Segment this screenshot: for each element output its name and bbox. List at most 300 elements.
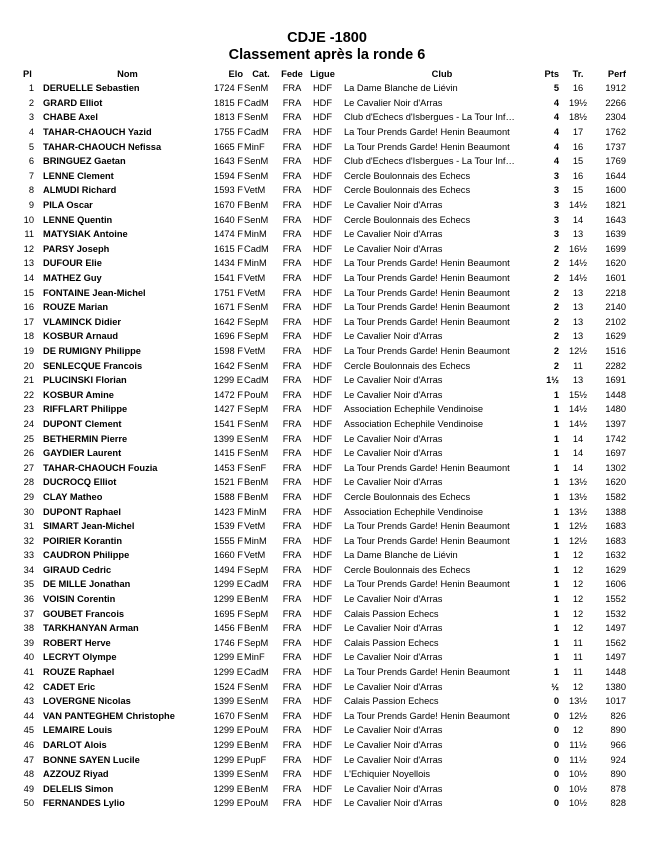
- cell-tiebreak: 16½: [568, 243, 588, 254]
- cell-rank: 40: [23, 652, 34, 663]
- cell-name: DUFOUR Elie: [43, 258, 102, 269]
- cell-club: La Tour Prends Garde! Henin Beaumont: [344, 345, 510, 356]
- cell-league: HDF: [312, 637, 333, 648]
- cell-tiebreak: 13½: [568, 506, 588, 517]
- cell-league: HDF: [312, 506, 333, 517]
- cell-name: LEMAIRE Louis: [43, 725, 113, 736]
- cell-rank: 26: [23, 448, 34, 459]
- table-row: [20, 154, 634, 169]
- cell-league: HDF: [312, 185, 333, 196]
- table-row: [20, 285, 634, 300]
- cell-federation: FRA: [282, 302, 302, 313]
- cell-name: DE MILLE Jonathan: [43, 579, 131, 590]
- cell-points: 0: [553, 754, 559, 765]
- cell-performance: 890: [610, 769, 626, 780]
- cell-federation: FRA: [282, 418, 302, 429]
- cell-points: 2: [553, 331, 559, 342]
- cell-rank: 21: [23, 375, 34, 386]
- cell-performance: 1562: [605, 637, 626, 648]
- cell-tiebreak: 12½: [568, 521, 588, 532]
- table-row: [20, 796, 634, 811]
- cell-federation: FRA: [282, 623, 302, 634]
- cell-points: 0: [553, 740, 559, 751]
- cell-federation: FRA: [282, 345, 302, 356]
- cell-federation: FRA: [282, 740, 302, 751]
- cell-category: BenM: [244, 740, 269, 751]
- table-row: [20, 402, 634, 417]
- cell-performance: 1691: [605, 375, 626, 386]
- cell-league: HDF: [312, 141, 333, 152]
- cell-category: VetM: [244, 550, 266, 561]
- cell-league: HDF: [312, 316, 333, 327]
- cell-federation: FRA: [282, 550, 302, 561]
- cell-points: 2: [553, 302, 559, 313]
- cell-performance: 1497: [605, 623, 626, 634]
- cell-league: HDF: [312, 375, 333, 386]
- cell-category: MinM: [244, 258, 267, 269]
- table-row: [20, 431, 634, 446]
- cell-points: 1: [553, 448, 559, 459]
- cell-rank: 45: [23, 725, 34, 736]
- cell-tiebreak: 14½: [568, 200, 588, 211]
- cell-federation: FRA: [282, 710, 302, 721]
- cell-rank: 38: [23, 623, 34, 634]
- cell-performance: 1737: [605, 141, 626, 152]
- cell-category: SenM: [244, 83, 269, 94]
- cell-elo: 1751 F: [214, 287, 243, 298]
- cell-elo: 1640 F: [214, 214, 243, 225]
- cell-league: HDF: [312, 331, 333, 342]
- cell-league: HDF: [312, 535, 333, 546]
- cell-performance: 1644: [605, 170, 626, 181]
- cell-club: Cercle Boulonnais des Echecs: [344, 214, 471, 225]
- cell-tiebreak: 11: [573, 652, 583, 663]
- cell-category: SenM: [244, 156, 269, 167]
- cell-category: SepM: [244, 316, 269, 327]
- cell-federation: FRA: [282, 83, 302, 94]
- cell-federation: FRA: [282, 652, 302, 663]
- cell-tiebreak: 13: [572, 229, 584, 240]
- cell-league: HDF: [312, 491, 333, 502]
- cell-league: HDF: [312, 448, 333, 459]
- cell-league: HDF: [312, 579, 333, 590]
- cell-category: CadM: [244, 579, 269, 590]
- cell-elo: 1427 F: [214, 404, 243, 415]
- cell-club: Le Cavalier Noir d'Arras: [344, 623, 443, 634]
- cell-tiebreak: 11½: [569, 754, 587, 765]
- cell-club: La Tour Prends Garde! Henin Beaumont: [344, 141, 510, 152]
- cell-club: La Tour Prends Garde! Henin Beaumont: [344, 667, 510, 678]
- cell-name: TAHAR-CHAOUCH Fouzia: [43, 462, 158, 473]
- cell-tiebreak: 13: [572, 302, 584, 313]
- cell-rank: 11: [24, 229, 34, 240]
- cell-federation: FRA: [282, 535, 302, 546]
- cell-category: CadM: [244, 127, 269, 138]
- cell-points: 1: [553, 521, 559, 532]
- cell-league: HDF: [312, 127, 333, 138]
- cell-club: Le Cavalier Noir d'Arras: [344, 389, 443, 400]
- cell-rank: 3: [28, 112, 34, 123]
- cell-category: SenM: [244, 418, 269, 429]
- cell-rank: 13: [23, 258, 34, 269]
- column-header-perf: Perf: [607, 68, 626, 79]
- cell-name: BONNE SAYEN Lucile: [43, 754, 140, 765]
- cell-tiebreak: 11: [573, 667, 583, 678]
- cell-rank: 1: [28, 83, 34, 94]
- cell-tiebreak: 14½: [568, 273, 588, 284]
- cell-category: PupF: [244, 754, 267, 765]
- table-row: [20, 548, 634, 563]
- cell-elo: 1541 F: [214, 418, 243, 429]
- cell-federation: FRA: [282, 389, 302, 400]
- cell-points: 3: [553, 214, 559, 225]
- cell-league: HDF: [312, 681, 333, 692]
- cell-points: 4: [553, 112, 559, 123]
- cell-elo: 1593 F: [214, 185, 243, 196]
- cell-name: ROBERT Herve: [43, 637, 111, 648]
- cell-federation: FRA: [282, 477, 302, 488]
- table-row: [20, 139, 634, 154]
- cell-points: 4: [553, 97, 559, 108]
- table-row: [20, 227, 634, 242]
- table-row: [20, 315, 634, 330]
- cell-points: 1: [553, 652, 559, 663]
- cell-elo: 1660 F: [214, 550, 243, 561]
- cell-club: Association Echephile Vendinoise: [344, 404, 484, 415]
- table-row: [20, 782, 634, 797]
- cell-points: 1: [553, 506, 559, 517]
- cell-league: HDF: [312, 725, 333, 736]
- cell-performance: 1606: [605, 579, 626, 590]
- cell-elo: 1299 E: [213, 652, 243, 663]
- column-header-elo: Elo: [228, 68, 243, 79]
- cell-category: BenM: [244, 200, 269, 211]
- cell-tiebreak: 14: [572, 448, 584, 459]
- cell-tiebreak: 12: [572, 681, 584, 692]
- cell-points: 1: [553, 579, 559, 590]
- cell-tiebreak: 12: [572, 608, 584, 619]
- cell-category: MinM: [244, 229, 267, 240]
- cell-elo: 1642 F: [214, 316, 243, 327]
- cell-rank: 10: [23, 214, 34, 225]
- cell-federation: FRA: [282, 170, 302, 181]
- cell-tiebreak: 13: [572, 287, 584, 298]
- cell-federation: FRA: [282, 637, 302, 648]
- cell-category: VetM: [244, 521, 266, 532]
- column-header-tr: Tr.: [572, 68, 584, 79]
- cell-federation: FRA: [282, 579, 302, 590]
- column-header-fede: Fede: [281, 68, 303, 79]
- cell-rank: 48: [23, 769, 34, 780]
- cell-performance: 2218: [605, 287, 626, 298]
- cell-club: Le Cavalier Noir d'Arras: [344, 754, 443, 765]
- cell-federation: FRA: [282, 375, 302, 386]
- cell-name: FONTAINE Jean-Michel: [43, 287, 146, 298]
- cell-category: MinM: [244, 535, 267, 546]
- cell-name: TAHAR-CHAOUCH Yazid: [43, 127, 152, 138]
- cell-elo: 1815 F: [214, 97, 243, 108]
- cell-rank: 15: [23, 287, 34, 298]
- cell-performance: 1480: [605, 404, 626, 415]
- cell-performance: 1388: [605, 506, 626, 517]
- cell-category: SenM: [244, 302, 269, 313]
- cell-rank: 31: [23, 521, 34, 532]
- cell-performance: 1912: [605, 83, 626, 94]
- cell-rank: 8: [28, 185, 34, 196]
- cell-name: MATHEZ Guy: [43, 273, 102, 284]
- cell-league: HDF: [312, 550, 333, 561]
- cell-elo: 1299 E: [213, 783, 243, 794]
- cell-tiebreak: 12: [572, 725, 584, 736]
- cell-club: La Tour Prends Garde! Henin Beaumont: [344, 710, 510, 721]
- cell-club: Le Cavalier Noir d'Arras: [344, 594, 443, 605]
- table-row: [20, 665, 634, 680]
- cell-elo: 1494 F: [214, 564, 243, 575]
- cell-rank: 34: [23, 564, 34, 575]
- cell-club: La Tour Prends Garde! Henin Beaumont: [344, 535, 510, 546]
- column-header-pl: Pl: [23, 68, 32, 79]
- cell-league: HDF: [312, 652, 333, 663]
- cell-category: SenM: [244, 433, 269, 444]
- cell-performance: 1639: [605, 229, 626, 240]
- cell-points: 1: [553, 477, 559, 488]
- page-subtitle: Classement après la ronde 6: [228, 47, 426, 63]
- cell-tiebreak: 13½: [568, 491, 588, 502]
- cell-league: HDF: [312, 345, 333, 356]
- cell-category: MinF: [244, 141, 265, 152]
- cell-points: 0: [553, 725, 559, 736]
- cell-name: TAHAR-CHAOUCH Nefissa: [43, 141, 162, 152]
- cell-performance: 1600: [605, 185, 626, 196]
- cell-name: VOISIN Corentin: [43, 594, 116, 605]
- cell-elo: 1670 F: [214, 200, 243, 211]
- cell-federation: FRA: [282, 360, 302, 371]
- table-row: [20, 446, 634, 461]
- cell-league: HDF: [312, 404, 333, 415]
- cell-club: Le Cavalier Noir d'Arras: [344, 798, 443, 809]
- cell-tiebreak: 12: [572, 550, 584, 561]
- cell-tiebreak: 19½: [568, 97, 588, 108]
- cell-league: HDF: [312, 740, 333, 751]
- cell-performance: 2266: [605, 97, 626, 108]
- cell-tiebreak: 13½: [568, 477, 588, 488]
- cell-federation: FRA: [282, 725, 302, 736]
- cell-performance: 1629: [605, 331, 626, 342]
- cell-category: VetM: [244, 273, 266, 284]
- cell-name: DUPONT Raphael: [43, 506, 122, 517]
- cell-performance: 1821: [605, 200, 626, 211]
- cell-club: La Tour Prends Garde! Henin Beaumont: [344, 273, 510, 284]
- cell-federation: FRA: [282, 97, 302, 108]
- cell-club: Le Cavalier Noir d'Arras: [344, 448, 443, 459]
- cell-rank: 18: [23, 331, 34, 342]
- cell-performance: 890: [610, 725, 626, 736]
- cell-club: La Tour Prends Garde! Henin Beaumont: [344, 316, 510, 327]
- cell-name: ROUZE Raphael: [43, 667, 115, 678]
- table-row: [20, 300, 634, 315]
- cell-federation: FRA: [282, 200, 302, 211]
- table-header-row: [20, 66, 634, 81]
- table-row: [20, 650, 634, 665]
- cell-rank: 5: [28, 141, 34, 152]
- table-row: [20, 358, 634, 373]
- cell-elo: 1299 E: [213, 725, 243, 736]
- cell-rank: 17: [23, 316, 34, 327]
- cell-club: Cercle Boulonnais des Echecs: [344, 170, 471, 181]
- cell-federation: FRA: [282, 491, 302, 502]
- table-row: [20, 81, 634, 96]
- cell-rank: 14: [23, 273, 34, 284]
- cell-rank: 19: [23, 345, 34, 356]
- cell-elo: 1399 E: [213, 696, 243, 707]
- cell-elo: 1472 F: [214, 389, 243, 400]
- cell-performance: 2304: [605, 112, 626, 123]
- cell-rank: 43: [23, 696, 34, 707]
- cell-federation: FRA: [282, 433, 302, 444]
- cell-rank: 16: [23, 302, 34, 313]
- cell-elo: 1746 F: [214, 637, 243, 648]
- table-row: [20, 475, 634, 490]
- cell-federation: FRA: [282, 214, 302, 225]
- cell-elo: 1643 F: [214, 156, 243, 167]
- cell-points: 2: [553, 316, 559, 327]
- cell-federation: FRA: [282, 769, 302, 780]
- table-row: [20, 329, 634, 344]
- cell-tiebreak: 10½: [568, 783, 588, 794]
- cell-elo: 1423 F: [214, 506, 243, 517]
- column-header-club: Club: [431, 68, 453, 79]
- cell-club: La Tour Prends Garde! Henin Beaumont: [344, 302, 510, 313]
- cell-club: Club d'Echecs d'Isbergues - La Tour Inf…: [344, 112, 515, 123]
- cell-club: La Dame Blanche de Liévin: [344, 550, 458, 561]
- cell-federation: FRA: [282, 258, 302, 269]
- cell-rank: 20: [23, 360, 34, 371]
- cell-elo: 1299 E: [213, 594, 243, 605]
- cell-club: Le Cavalier Noir d'Arras: [344, 740, 443, 751]
- cell-league: HDF: [312, 112, 333, 123]
- cell-club: Cercle Boulonnais des Echecs: [344, 491, 471, 502]
- cell-rank: 50: [23, 798, 34, 809]
- table-row: [20, 212, 634, 227]
- cell-points: 1: [553, 491, 559, 502]
- cell-club: Le Cavalier Noir d'Arras: [344, 375, 443, 386]
- cell-points: 4: [553, 141, 559, 152]
- standings-table: [20, 66, 634, 811]
- cell-category: BenM: [244, 623, 269, 634]
- cell-performance: 966: [610, 740, 626, 751]
- table-row: [20, 679, 634, 694]
- cell-performance: 1643: [605, 214, 626, 225]
- cell-league: HDF: [312, 243, 333, 254]
- cell-elo: 1615 F: [214, 243, 243, 254]
- cell-club: Le Cavalier Noir d'Arras: [344, 97, 443, 108]
- cell-points: 1: [553, 594, 559, 605]
- cell-rank: 46: [23, 740, 34, 751]
- cell-category: CadM: [244, 97, 269, 108]
- cell-tiebreak: 10½: [568, 798, 588, 809]
- cell-rank: 9: [28, 200, 34, 211]
- cell-category: SenF: [244, 462, 267, 473]
- cell-points: 1: [553, 433, 559, 444]
- cell-tiebreak: 12½: [568, 345, 588, 356]
- cell-club: Le Cavalier Noir d'Arras: [344, 652, 443, 663]
- cell-category: PouM: [244, 725, 269, 736]
- cell-category: BenM: [244, 477, 269, 488]
- cell-name: DELELIS Simon: [43, 783, 114, 794]
- cell-federation: FRA: [282, 331, 302, 342]
- cell-elo: 1813 F: [214, 112, 243, 123]
- cell-federation: FRA: [282, 506, 302, 517]
- cell-league: HDF: [312, 783, 333, 794]
- cell-rank: 37: [23, 608, 34, 619]
- table-row: [20, 563, 634, 578]
- cell-category: MinM: [244, 506, 267, 517]
- cell-name: GIRAUD Cedric: [43, 564, 112, 575]
- table-row: [20, 533, 634, 548]
- cell-category: CadM: [244, 667, 269, 678]
- table-row: [20, 344, 634, 359]
- cell-club: La Dame Blanche de Liévin: [344, 83, 458, 94]
- cell-tiebreak: 16: [572, 141, 584, 152]
- cell-elo: 1670 F: [214, 710, 243, 721]
- cell-club: Association Echephile Vendinoise: [344, 506, 484, 517]
- cell-name: TARKHANYAN Arman: [43, 623, 139, 634]
- cell-performance: 924: [610, 754, 626, 765]
- table-row: [20, 96, 634, 111]
- cell-club: La Tour Prends Garde! Henin Beaumont: [344, 287, 510, 298]
- cell-federation: FRA: [282, 696, 302, 707]
- cell-points: 2: [553, 243, 559, 254]
- cell-federation: FRA: [282, 112, 302, 123]
- cell-name: VLAMINCK Didier: [43, 316, 121, 327]
- cell-performance: 878: [610, 783, 626, 794]
- cell-federation: FRA: [282, 521, 302, 532]
- cell-elo: 1415 F: [214, 448, 243, 459]
- cell-name: VAN PANTEGHEM Christophe: [43, 710, 175, 721]
- column-header-cat: Cat.: [252, 68, 270, 79]
- cell-tiebreak: 11½: [569, 740, 587, 751]
- cell-performance: 2102: [605, 316, 626, 327]
- cell-performance: 1448: [605, 389, 626, 400]
- cell-name: AZZOUZ Riyad: [43, 769, 109, 780]
- cell-points: 2: [553, 360, 559, 371]
- cell-tiebreak: 16: [572, 170, 584, 181]
- cell-name: CHABE Axel: [43, 112, 98, 123]
- cell-elo: 1299 E: [213, 667, 243, 678]
- cell-club: La Tour Prends Garde! Henin Beaumont: [344, 127, 510, 138]
- cell-rank: 12: [23, 243, 34, 254]
- cell-performance: 1683: [605, 521, 626, 532]
- cell-performance: 2140: [605, 302, 626, 313]
- cell-category: SepM: [244, 564, 269, 575]
- cell-name: LENNE Clement: [43, 170, 114, 181]
- cell-performance: 1601: [605, 273, 626, 284]
- cell-elo: 1695 F: [214, 608, 243, 619]
- cell-performance: 1699: [605, 243, 626, 254]
- table-row: [20, 417, 634, 432]
- cell-category: SenM: [244, 170, 269, 181]
- cell-rank: 47: [23, 754, 34, 765]
- cell-league: HDF: [312, 170, 333, 181]
- cell-category: VetM: [244, 345, 266, 356]
- cell-name: DARLOT Alois: [43, 740, 107, 751]
- table-row: [20, 169, 634, 184]
- cell-club: La Tour Prends Garde! Henin Beaumont: [344, 258, 510, 269]
- cell-points: 0: [553, 769, 559, 780]
- cell-club: Le Cavalier Noir d'Arras: [344, 243, 443, 254]
- cell-league: HDF: [312, 83, 333, 94]
- table-row: [20, 490, 634, 505]
